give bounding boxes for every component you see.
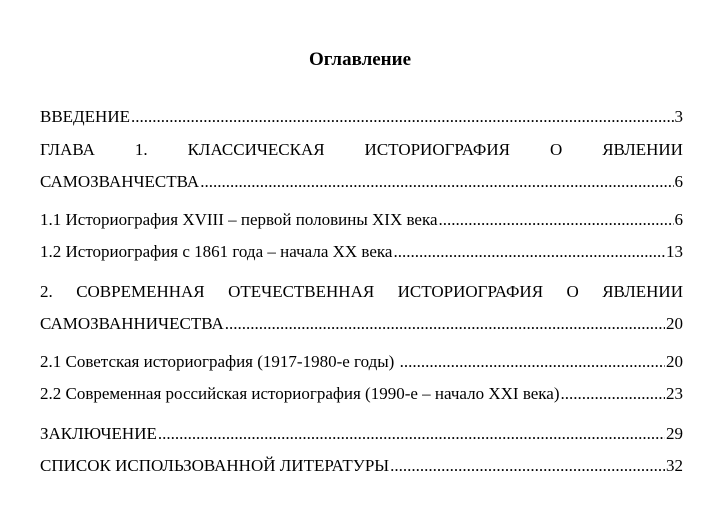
toc-entry-label: 2.1 Советская историография (1917-1980-е годы) xyxy=(40,352,399,371)
toc-entry-chapter-1-line-2 xyxy=(40,171,683,193)
toc-entry-label: 2.2 Современная российская историография (1990-е – начало XXI века) xyxy=(40,384,560,403)
toc-page-number: 29 xyxy=(666,424,683,443)
dot-leader xyxy=(390,455,665,477)
toc-word: О xyxy=(566,282,579,301)
toc-entry-section-2-2 xyxy=(40,383,683,405)
toc-word: СОВРЕМЕННАЯ xyxy=(76,282,205,301)
toc-entry-chapter-2-line-2 xyxy=(40,313,683,335)
toc-entry-section-1-1 xyxy=(40,209,683,231)
dot-leader xyxy=(200,171,673,193)
toc-word: 1. xyxy=(134,140,148,159)
toc-word: ИСТОРИОГРАФИЯ xyxy=(364,140,510,159)
toc-entry-conclusion xyxy=(40,423,683,445)
toc-word: ИСТОРИОГРАФИЯ xyxy=(397,282,544,301)
dot-leader xyxy=(225,313,665,335)
dot-leader xyxy=(400,351,665,373)
toc-page-number: 6 xyxy=(674,172,683,191)
toc-page-number: 32 xyxy=(666,456,683,475)
toc-entry-label: 1.1 Историография XVIII – первой половины XIX века xyxy=(40,210,438,229)
dot-leader xyxy=(439,209,674,231)
toc-entry-section-2-1 xyxy=(40,351,683,373)
toc-entry-chapter-2-line-1 xyxy=(40,281,683,303)
toc-page-number: 23 xyxy=(666,384,683,403)
toc-entry-label: СПИСОК ИСПОЛЬЗОВАННОЙ ЛИТЕРАТУРЫ xyxy=(40,456,390,475)
dot-leader xyxy=(131,106,674,128)
toc-page-number: 6 xyxy=(674,210,683,229)
dot-leader xyxy=(561,383,666,405)
toc-entry-label: САМОЗВАННИЧЕСТВА xyxy=(40,314,224,333)
toc-page-number: 20 xyxy=(666,314,683,333)
dot-leader xyxy=(393,241,665,263)
toc-entry-label: ЗАКЛЮЧЕНИЕ xyxy=(40,424,157,443)
toc-word: ГЛАВА xyxy=(40,140,95,159)
dot-leader xyxy=(158,423,665,445)
toc-word: 2. xyxy=(40,282,53,301)
toc-word: ЯВЛЕНИИ xyxy=(602,140,683,159)
toc-page-number: 20 xyxy=(666,352,683,371)
toc-page-number: 3 xyxy=(674,107,683,126)
toc-word: ОТЕЧЕСТВЕННАЯ xyxy=(228,282,375,301)
toc-entry-chapter-1-line-1 xyxy=(40,139,683,161)
toc-title: Оглавление xyxy=(308,49,412,70)
toc-word: О xyxy=(549,140,563,159)
toc-word: ЯВЛЕНИИ xyxy=(602,282,683,301)
toc-entry-section-1-2 xyxy=(40,241,683,263)
toc-page-number: 13 xyxy=(666,242,683,261)
toc-word: КЛАССИЧЕСКАЯ xyxy=(187,140,325,159)
toc-entry-introduction xyxy=(40,106,683,128)
toc-entry-label: ВВЕДЕНИЕ xyxy=(40,107,130,126)
toc-entry-bibliography xyxy=(40,455,683,477)
toc-entry-label: САМОЗВАНЧЕСТВА xyxy=(40,172,200,191)
toc-entry-label: 1.2 Историография с 1861 года – начала XX века xyxy=(40,242,393,261)
